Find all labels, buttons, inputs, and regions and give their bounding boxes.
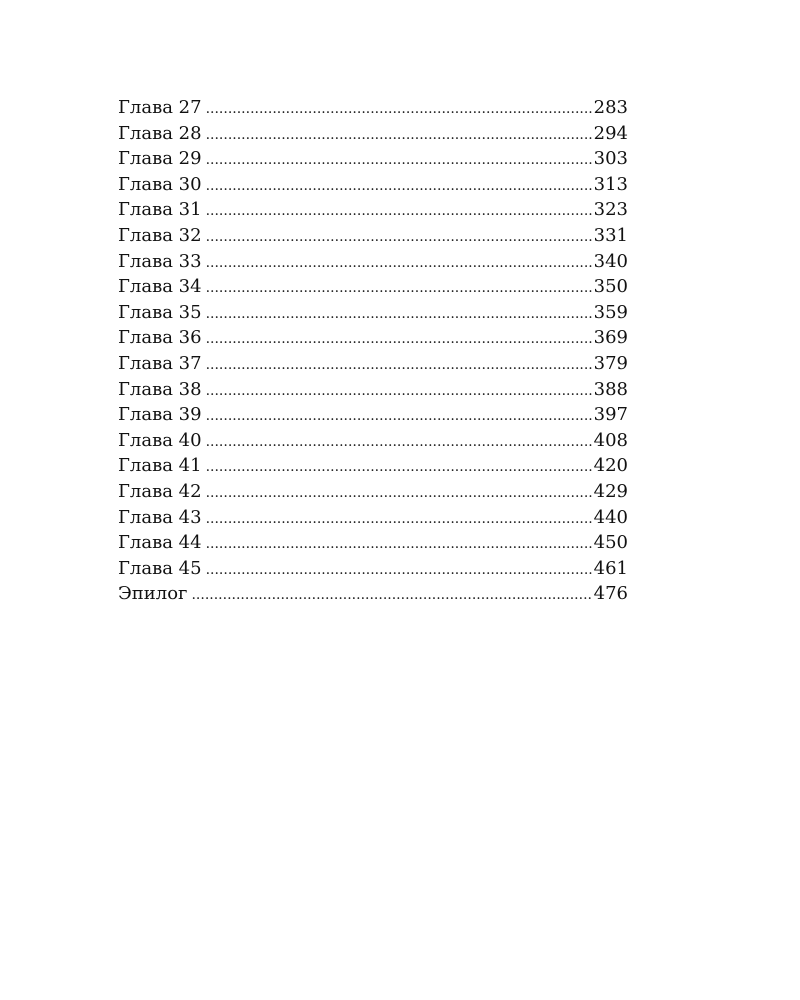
toc-entry-chapter-29: [118, 146, 628, 172]
dot-leader: [206, 148, 593, 174]
toc-entry-title: Глава 30: [118, 173, 202, 195]
dot-leader: [206, 251, 593, 277]
dot-leader: [206, 97, 593, 123]
table-of-contents: [118, 95, 628, 607]
toc-entry-title: Глава 41: [118, 455, 202, 477]
toc-entry-page: 476: [593, 583, 628, 605]
toc-entry-chapter-40: [118, 428, 628, 454]
toc-entry-page: 303: [593, 148, 628, 170]
dot-leader: [206, 174, 593, 200]
toc-entry-page: 461: [593, 557, 628, 579]
toc-entry-page: 408: [593, 429, 628, 451]
dot-leader: [206, 404, 593, 430]
toc-entry-title: Глава 33: [118, 250, 202, 272]
toc-entry-title: Глава 28: [118, 122, 202, 144]
toc-entry-chapter-36: [118, 325, 628, 351]
dot-leader: [191, 583, 592, 609]
toc-entry-title: Глава 31: [118, 199, 202, 221]
toc-entry-page: 283: [593, 97, 628, 118]
toc-entry-chapter-41: [118, 453, 628, 479]
toc-entry-title: Глава 40: [118, 429, 202, 451]
toc-entry-chapter-35: [118, 300, 628, 326]
toc-entry-page: 294: [593, 122, 628, 144]
toc-entry-page: 331: [593, 224, 628, 246]
toc-entry-title: Эпилог: [118, 583, 188, 605]
dot-leader: [206, 455, 593, 481]
toc-entry-page: 420: [593, 455, 628, 477]
toc-entry-chapter-44: [118, 530, 628, 556]
toc-entry-title: Глава 44: [118, 532, 202, 554]
toc-entry-page: 388: [593, 378, 628, 400]
toc-entry-page: 313: [593, 173, 628, 195]
toc-entry-chapter-27: [118, 95, 628, 121]
toc-entry-chapter-32: [118, 223, 628, 249]
dot-leader: [206, 532, 593, 558]
toc-entry-chapter-43: [118, 505, 628, 531]
toc-entry-title: Глава 35: [118, 301, 202, 323]
toc-entry-title: Глава 29: [118, 148, 202, 170]
toc-entry-chapter-30: [118, 172, 628, 198]
toc-entry-title: Глава 42: [118, 480, 202, 502]
dot-leader: [206, 327, 593, 353]
dot-leader: [206, 123, 593, 149]
toc-entry-page: 369: [593, 327, 628, 349]
toc-entry-page: 440: [593, 506, 628, 528]
toc-entry-page: 323: [593, 199, 628, 221]
toc-entry-title: Глава 39: [118, 404, 202, 426]
toc-entry-chapter-33: [118, 249, 628, 275]
dot-leader: [206, 379, 593, 405]
toc-entry-chapter-45: [118, 556, 628, 582]
dot-leader: [206, 302, 593, 328]
toc-entry-page: 429: [593, 480, 628, 502]
toc-entry-chapter-39: [118, 402, 628, 428]
dot-leader: [206, 430, 593, 456]
dot-leader: [206, 199, 593, 225]
dot-leader: [206, 353, 593, 379]
toc-entry-title: Глава 32: [118, 224, 202, 246]
toc-entry-page: 397: [593, 404, 628, 426]
toc-entry-chapter-42: [118, 479, 628, 505]
toc-entry-title: Глава 36: [118, 327, 202, 349]
toc-entry-chapter-37: [118, 351, 628, 377]
toc-entry-chapter-28: [118, 121, 628, 147]
toc-entry-title: Глава 37: [118, 352, 202, 374]
toc-entry-page: 379: [593, 352, 628, 374]
toc-entry-title: Глава 38: [118, 378, 202, 400]
toc-entry-page: 350: [593, 276, 628, 298]
toc-entry-epilogue: [118, 581, 628, 607]
dot-leader: [206, 507, 593, 533]
toc-entry-page: 450: [593, 532, 628, 554]
dot-leader: [206, 481, 593, 507]
toc-entry-chapter-34: [118, 274, 628, 300]
toc-entry-page: 340: [593, 250, 628, 272]
toc-entry-page: 359: [593, 301, 628, 323]
toc-entry-title: Глава 34: [118, 276, 202, 298]
dot-leader: [206, 276, 593, 302]
dot-leader: [206, 225, 593, 251]
toc-entry-title: Глава 27: [118, 97, 202, 118]
toc-entry-chapter-38: [118, 377, 628, 403]
toc-entry-title: Глава 45: [118, 557, 202, 579]
toc-entry-chapter-31: [118, 197, 628, 223]
dot-leader: [206, 558, 593, 584]
toc-entry-title: Глава 43: [118, 506, 202, 528]
